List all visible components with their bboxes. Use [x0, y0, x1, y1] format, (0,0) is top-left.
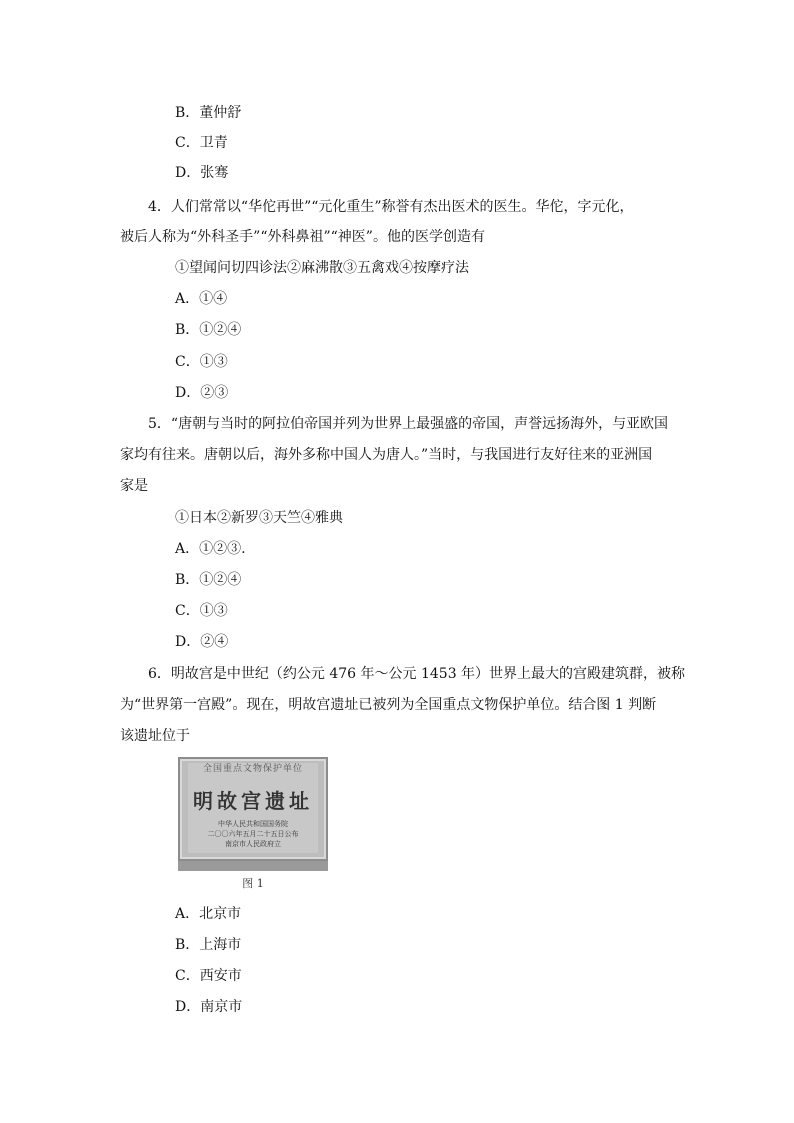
q5-option-a: A．①②③. — [175, 541, 246, 557]
plaque-title: 明故宫遗址 — [193, 789, 313, 813]
q5-stem-line1: 5．“唐朝与当时的阿拉伯帝国并列为世界上最强盛的帝国，声誉远扬海外，与亚欧国 — [148, 416, 669, 432]
q6-option-a: A．北京市 — [175, 906, 242, 922]
q5-stem-line2: 家均有往来。唐朝以后，海外多称中国人为唐人。”当时，与我国进行友好往来的亚洲国 — [120, 447, 653, 463]
q5-option-c: C．①③ — [175, 603, 228, 619]
plaque-top-text: 全国重点文物保护单位 — [202, 764, 303, 774]
q4-option-c: C．①③ — [175, 354, 228, 370]
plaque-line1: 中华人民共和国国务院 — [218, 820, 288, 828]
q6-stem-line2: 为“世界第一宫殿”。现在，明故宫遗址已被列为全国重点文物保护单位。结合图 1 判断 — [120, 697, 657, 713]
figure-caption: 图 1 — [242, 877, 264, 890]
q5-items: ①日本②新罗③天竺④雅典 — [175, 510, 343, 526]
q4-stem-line1: 4．人们常常以“华佗再世”“元化重生”称誉有杰出医术的医生。华佗，字元化， — [148, 199, 634, 215]
q5-stem-line3: 家是 — [120, 478, 148, 494]
q4-stem-line2: 被后人称为“外科圣手”“外科鼻祖”“神医”。他的医学创造有 — [120, 229, 485, 245]
q4-option-d: D．②③ — [175, 385, 229, 401]
q4-option-a: A．①④ — [175, 291, 228, 307]
q6-option-b: B．上海市 — [175, 937, 242, 953]
q5-option-b: B．①②④ — [175, 572, 242, 588]
q5-option-d: D．②④ — [175, 634, 229, 650]
plaque-line3: 南京市人民政府立 — [225, 840, 281, 848]
q6-option-c: C．西安市 — [175, 968, 242, 984]
q3-option-d: D．张骞 — [175, 165, 229, 181]
q6-option-d: D．南京市 — [175, 999, 243, 1015]
figure-1-plaque-photo — [178, 757, 328, 891]
plaque-line2: 二〇〇六年五月二十五日公布 — [207, 830, 299, 838]
q4-items: ①望闻问切四诊法②麻沸散③五禽戏④按摩疗法 — [175, 260, 469, 276]
q6-stem-line1: 6．明故宫是中世纪（约公元 476 年～公元 1453 年）世界上最大的宫殿建筑群，被称 — [148, 666, 686, 682]
q6-stem-line3: 该遗址位于 — [120, 728, 190, 744]
q3-option-c: C．卫青 — [175, 135, 228, 151]
q3-option-b: B．董仲舒 — [175, 105, 242, 121]
plaque-base — [178, 861, 328, 871]
plaque — [178, 757, 328, 861]
q4-option-b: B．①②④ — [175, 322, 242, 338]
